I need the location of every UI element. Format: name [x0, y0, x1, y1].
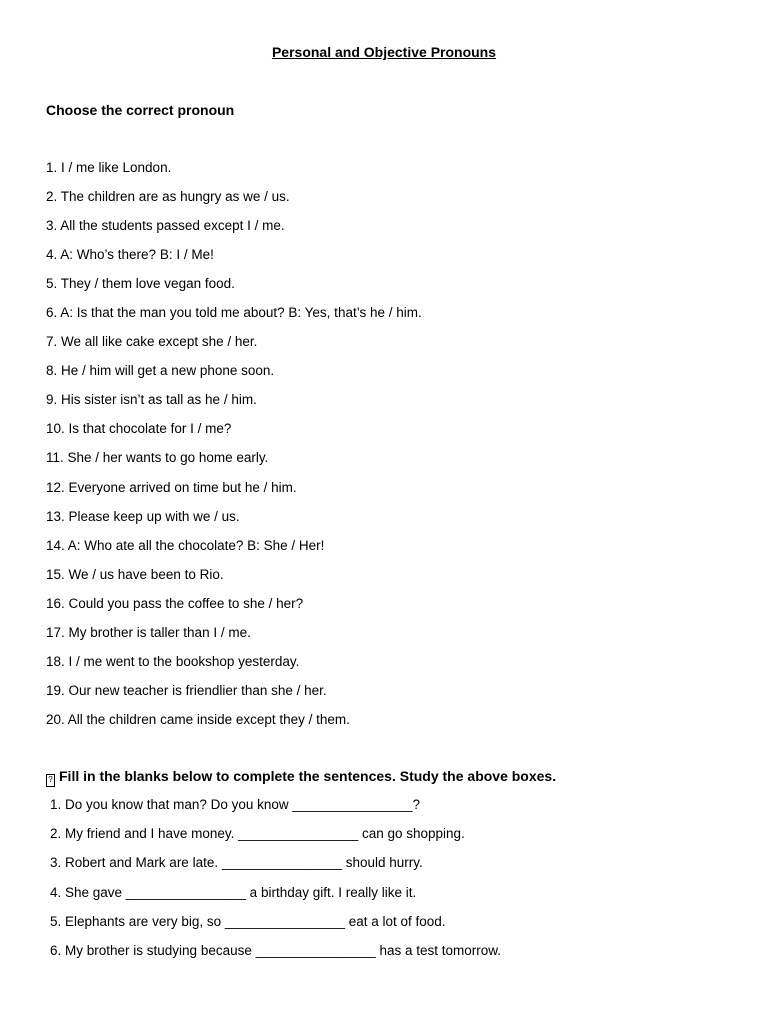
pronoun-question-item: 18. I / me went to the bookshop yesterday.: [46, 653, 300, 669]
section-heading-fill-blanks-text: Fill in the blanks below to complete the sentences. Study the above boxes.: [59, 768, 557, 784]
pronoun-question-item: 19. Our new teacher is friendlier than she / her.: [46, 682, 327, 698]
pronoun-question-item: 14. A: Who ate all the chocolate? B: She / Her!: [46, 537, 325, 553]
page-title: Personal and Objective Pronouns: [271, 44, 497, 60]
pronoun-question-item: 13. Please keep up with we / us.: [46, 508, 240, 524]
section-heading-choose-pronoun: Choose the correct pronoun: [46, 102, 235, 118]
pronoun-question-item: 4. A: Who’s there? B: I / Me!: [46, 247, 214, 263]
pronoun-question-item: 2. The children are as hungry as we / us.: [46, 189, 290, 205]
pronoun-question-item: 7. We all like cake except she / her.: [46, 334, 258, 350]
fill-blank-item: 2. My friend and I have money. ________________ can go shopping.: [50, 826, 465, 842]
pronoun-question-item: 17. My brother is taller than I / me.: [46, 624, 251, 640]
pronoun-question-item: 1. I / me like London.: [46, 160, 172, 175]
pronoun-question-item: 10. Is that chocolate for I / me?: [46, 421, 232, 437]
fill-blank-item: 4. She gave ________________ a birthday gift. I really like it.: [50, 884, 417, 900]
pronoun-question-item: 3. All the students passed except I / me.: [46, 218, 285, 234]
pronoun-question-item: 8. He / him will get a new phone soon.: [46, 363, 275, 379]
pronoun-question-item: 9. His sister isn’t as tall as he / him.: [46, 392, 257, 408]
pronoun-question-item: 5. They / them love vegan food.: [46, 276, 235, 292]
fill-blank-item: 3. Robert and Mark are late. ________________ should hurry.: [50, 855, 423, 871]
pronoun-question-item: 20. All the children came inside except they / them.: [46, 711, 350, 727]
section-heading-fill-blanks: [46, 767, 556, 787]
pronoun-question-item: 6. A: Is that the man you told me about? B: Yes, that’s he / him.: [46, 305, 422, 321]
fill-blank-item: 1. Do you know that man? Do you know ________________?: [50, 797, 421, 812]
fill-blank-item: 5. Elephants are very big, so ________________ eat a lot of food.: [50, 913, 446, 929]
pronoun-question-item: 16. Could you pass the coffee to she / her?: [46, 595, 304, 611]
missing-glyph-icon: ?: [46, 774, 55, 787]
choose-pronoun-list: [46, 159, 422, 740]
fill-blanks-list: [50, 796, 501, 971]
fill-blank-item: 6. My brother is studying because ________________ has a test tomorrow.: [50, 942, 502, 958]
pronoun-question-item: 12. Everyone arrived on time but he / him.: [46, 479, 297, 495]
pronoun-question-item: 11. She / her wants to go home early.: [46, 450, 269, 466]
pronoun-question-item: 15. We / us have been to Rio.: [46, 566, 224, 582]
